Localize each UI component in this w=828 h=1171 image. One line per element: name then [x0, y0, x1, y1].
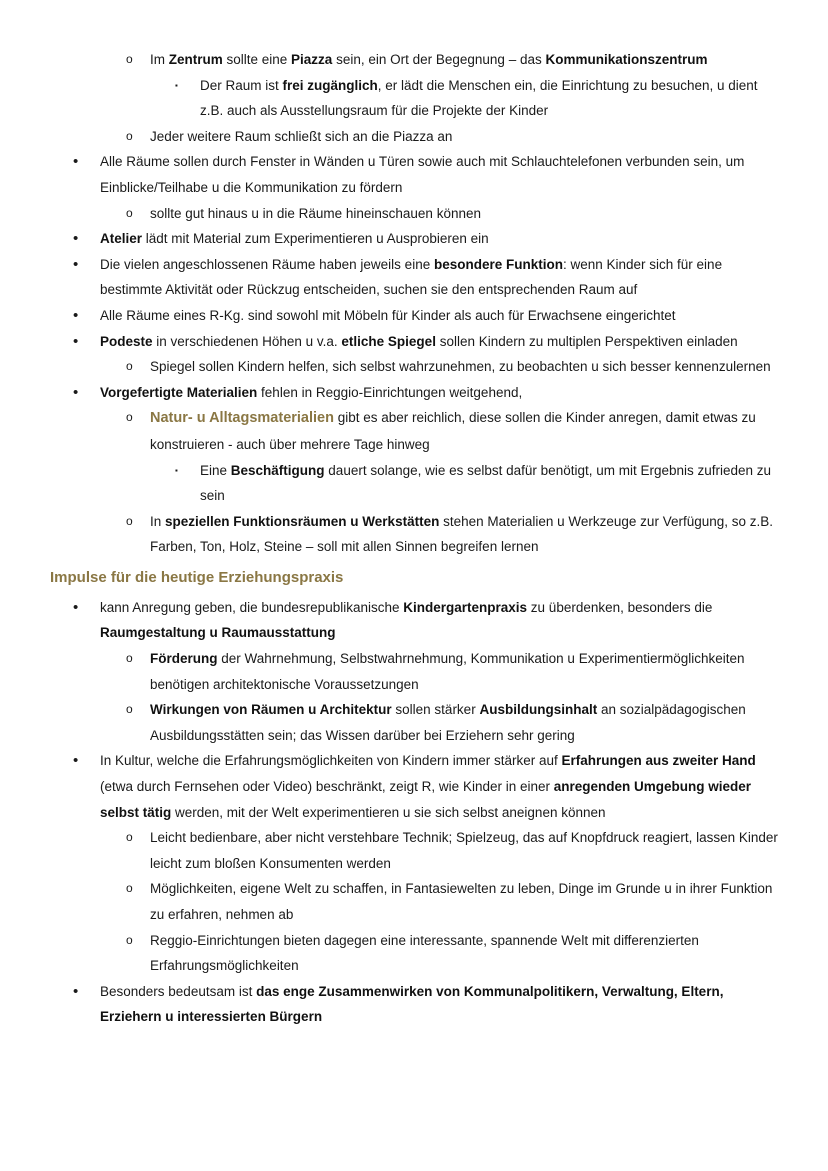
list-item-text	[150, 359, 771, 374]
list-item	[175, 73, 780, 124]
list-item-text	[100, 308, 676, 323]
bold-term: Erfahrungen aus zweiter Hand	[561, 753, 756, 769]
bold-term: Piazza	[291, 52, 333, 67]
text-run: fehlen in Reggio-Einrichtungen weitgehend,	[257, 384, 523, 400]
circle-marker: o	[126, 830, 133, 845]
list-item	[73, 226, 780, 252]
list-item	[126, 405, 780, 457]
circle-marker: o	[126, 932, 133, 947]
bullet-marker: •	[73, 982, 79, 1000]
circle-marker: o	[126, 52, 133, 66]
bold-term: Wirkungen von Räumen u Architektur	[150, 702, 392, 718]
text-run: lädt mit Material zum Experimentieren u Ausprobieren ein	[142, 231, 489, 247]
circle-marker: o	[126, 881, 133, 896]
text-run: kann Anregung geben, die bundesrepublikanische	[100, 599, 404, 615]
list-item	[73, 149, 780, 200]
bullet-list	[0, 47, 828, 1030]
list-item-text	[150, 881, 772, 922]
circle-marker: o	[126, 702, 133, 717]
list-item-text	[100, 334, 738, 349]
list-item-text	[150, 206, 481, 221]
bullet-marker: •	[73, 306, 79, 324]
bold-term: Förderung	[150, 651, 218, 667]
text-run: an sozialpädagogischen Ausbildungsstätten sein; das Wissen darüber bei Erziehern sehr gering	[150, 702, 746, 743]
list-item-text	[150, 410, 756, 452]
list-item-text	[150, 52, 707, 67]
text-run: Alle Räume eines R-Kg. sind sowohl mit Möbeln für Kinder als auch für Erwachsene eingerichtet	[100, 307, 676, 323]
bold-term: Podeste	[100, 333, 153, 349]
bullet-marker: •	[73, 230, 79, 248]
bold-term: etliche Spiegel	[341, 333, 436, 349]
bold-term: besondere Funktion	[433, 256, 563, 272]
list-item	[126, 124, 780, 150]
list-item	[126, 928, 780, 979]
text-run: sollen stärker	[391, 702, 480, 718]
list-item-text	[150, 702, 746, 743]
list-item	[73, 979, 780, 1030]
circle-marker: o	[126, 410, 133, 425]
list-item-text	[100, 600, 712, 641]
text-run: der Wahrnehmung, Selbstwahrnehmung, Kommunikation u Experimentiermöglichkeiten benötigen architektonische Voraussetzungen	[150, 651, 745, 692]
list-item-text	[100, 385, 522, 400]
list-item	[73, 329, 780, 355]
section-heading: Impulse für die heutige Erziehungspraxis	[50, 568, 344, 586]
list-item	[126, 646, 780, 697]
list-item-text	[150, 651, 745, 692]
text-run: Leicht bedienbare, aber nicht verstehbare Technik; Spielzeug, das auf Knopfdruck reagiert, lassen Kinder leicht zum bloßen Konsumenten werden	[150, 830, 778, 871]
bold-term: Zentrum	[168, 52, 223, 67]
circle-marker: o	[126, 513, 133, 528]
list-item-text	[200, 463, 771, 504]
text-run: Möglichkeiten, eigene Welt zu schaffen, in Fantasiewelten zu leben, Dinge im Grunde u in ihrer Funktion zu erfahren, nehmen ab	[150, 881, 773, 922]
bold-term: Vorgefertigte Materialien	[100, 384, 258, 400]
text-run: (etwa durch Fernsehen oder Video) beschränkt, zeigt R, wie Kinder in einer	[100, 779, 554, 795]
bullet-marker: •	[73, 383, 79, 401]
bullet-marker: •	[73, 752, 79, 770]
bold-term: Atelier	[100, 231, 143, 247]
bold-term: das enge Zusammenwirken von Kommunalpolitikern, Verwaltung, Eltern, Erziehern u interessierten Bürgern	[100, 983, 724, 1025]
bullet-marker: •	[73, 153, 79, 171]
text-run: Jeder weitere Raum schließt sich an die Piazza an	[150, 128, 453, 144]
text-run: sollen Kindern zu multiplen Perspektiven einladen	[435, 333, 738, 349]
list-item-text	[100, 231, 489, 246]
text-run: Die vielen angeschlossenen Räume haben jeweils eine	[100, 256, 434, 272]
text-run: Eine	[200, 462, 231, 478]
circle-marker: o	[126, 359, 133, 374]
list-item-text	[100, 984, 723, 1025]
text-run: sollte eine	[222, 52, 292, 67]
text-run: sollte gut hinaus u in die Räume hineinschauen können	[150, 205, 481, 221]
highlighted-term: Natur- u Alltagsmaterialien	[150, 410, 334, 427]
bullet-marker: •	[73, 598, 79, 616]
list-item	[73, 595, 780, 646]
bold-term: Kindergartenpraxis	[403, 599, 528, 615]
text-run: sein, ein Ort der Begegnung – das	[332, 52, 546, 67]
list-item	[175, 458, 780, 509]
text-run: : wenn Kinder sich für eine bestimmte Aktivität oder Rückzug entscheiden, suchen sie den entsprechenden Raum auf	[100, 256, 723, 298]
list-item	[126, 876, 780, 927]
text-run: zu überdenken, besonders die	[527, 599, 713, 615]
bold-term: Raumgestaltung u Raumausstattung	[100, 625, 336, 641]
text-run: In	[150, 513, 166, 529]
bold-term: anregenden Umgebung wieder selbst tätig	[100, 779, 752, 820]
list-item	[126, 201, 780, 227]
list-item	[73, 748, 780, 825]
bullet-marker: •	[73, 332, 79, 350]
list-item	[73, 252, 780, 303]
list-item-text	[100, 257, 722, 298]
list-item-text	[150, 830, 778, 871]
list-item-text	[100, 753, 756, 819]
list-item	[126, 697, 780, 748]
list-item	[73, 380, 780, 406]
bold-term: Beschäftigung	[230, 462, 325, 478]
circle-marker: o	[126, 205, 133, 220]
text-run: werden, mit der Welt experimentieren u sie sich selbst aneignen können	[171, 804, 606, 820]
text-run: Alle Räume sollen durch Fenster in Wänden u Türen sowie auch mit Schlauchtelefonen verbunden sein, um Einblicke/Teilhabe u die Kommunikation zu fördern	[100, 154, 745, 195]
text-run: In Kultur, welche die Erfahrungsmöglichkeiten von Kindern immer stärker auf	[100, 753, 562, 769]
list-item	[126, 509, 780, 560]
text-run: Besonders bedeutsam ist	[100, 983, 257, 999]
circle-marker: o	[126, 651, 133, 666]
bold-term: Kommunikationszentrum	[545, 52, 708, 67]
bold-term: frei zugänglich	[282, 77, 378, 93]
square-marker: ▪	[175, 80, 178, 90]
list-item	[126, 354, 780, 380]
text-run: Der Raum ist	[200, 77, 283, 93]
list-item-text	[150, 514, 773, 555]
text-run: , er lädt die Menschen ein, die Einrichtung zu besuchen, u dient z.B. auch als Ausstellungsraum für die Projekte der Kinder	[200, 77, 758, 119]
square-marker: ▪	[175, 465, 178, 475]
text-run: in verschiedenen Höhen u v.a.	[152, 333, 342, 349]
text-run: Im	[150, 52, 169, 67]
bold-term: speziellen Funktionsräumen u Werkstätten	[165, 513, 440, 529]
list-item-text	[200, 78, 758, 119]
text-run: dauert solange, wie es selbst dafür benötigt, um mit Ergebnis zufrieden zu sein	[200, 462, 772, 504]
list-item	[126, 47, 780, 73]
list-item	[126, 825, 780, 876]
text-run: Spiegel sollen Kindern helfen, sich selbst wahrzunehmen, zu beobachten u sich besser kennenzulernen	[150, 359, 771, 375]
text-run: Reggio-Einrichtungen bieten dagegen eine interessante, spannende Welt mit differenzierten Erfahrungsmöglichkeiten	[150, 932, 699, 974]
text-run: stehen Materialien u Werkzeuge zur Verfügung, so z.B. Farben, Ton, Holz, Steine – soll mit allen Sinnen begreifen lernen	[150, 513, 774, 555]
list-item-text	[150, 129, 452, 144]
circle-marker: o	[126, 128, 133, 143]
text-run: gibt es aber reichlich, diese sollen die Kinder anregen, damit etwas zu konstruieren - auch über mehrere Tage hinweg	[150, 410, 756, 452]
list-item	[73, 303, 780, 329]
bold-term: Ausbildungsinhalt	[479, 702, 598, 718]
list-item-text	[100, 154, 744, 195]
list-item-text	[150, 933, 699, 974]
bullet-marker: •	[73, 255, 79, 273]
